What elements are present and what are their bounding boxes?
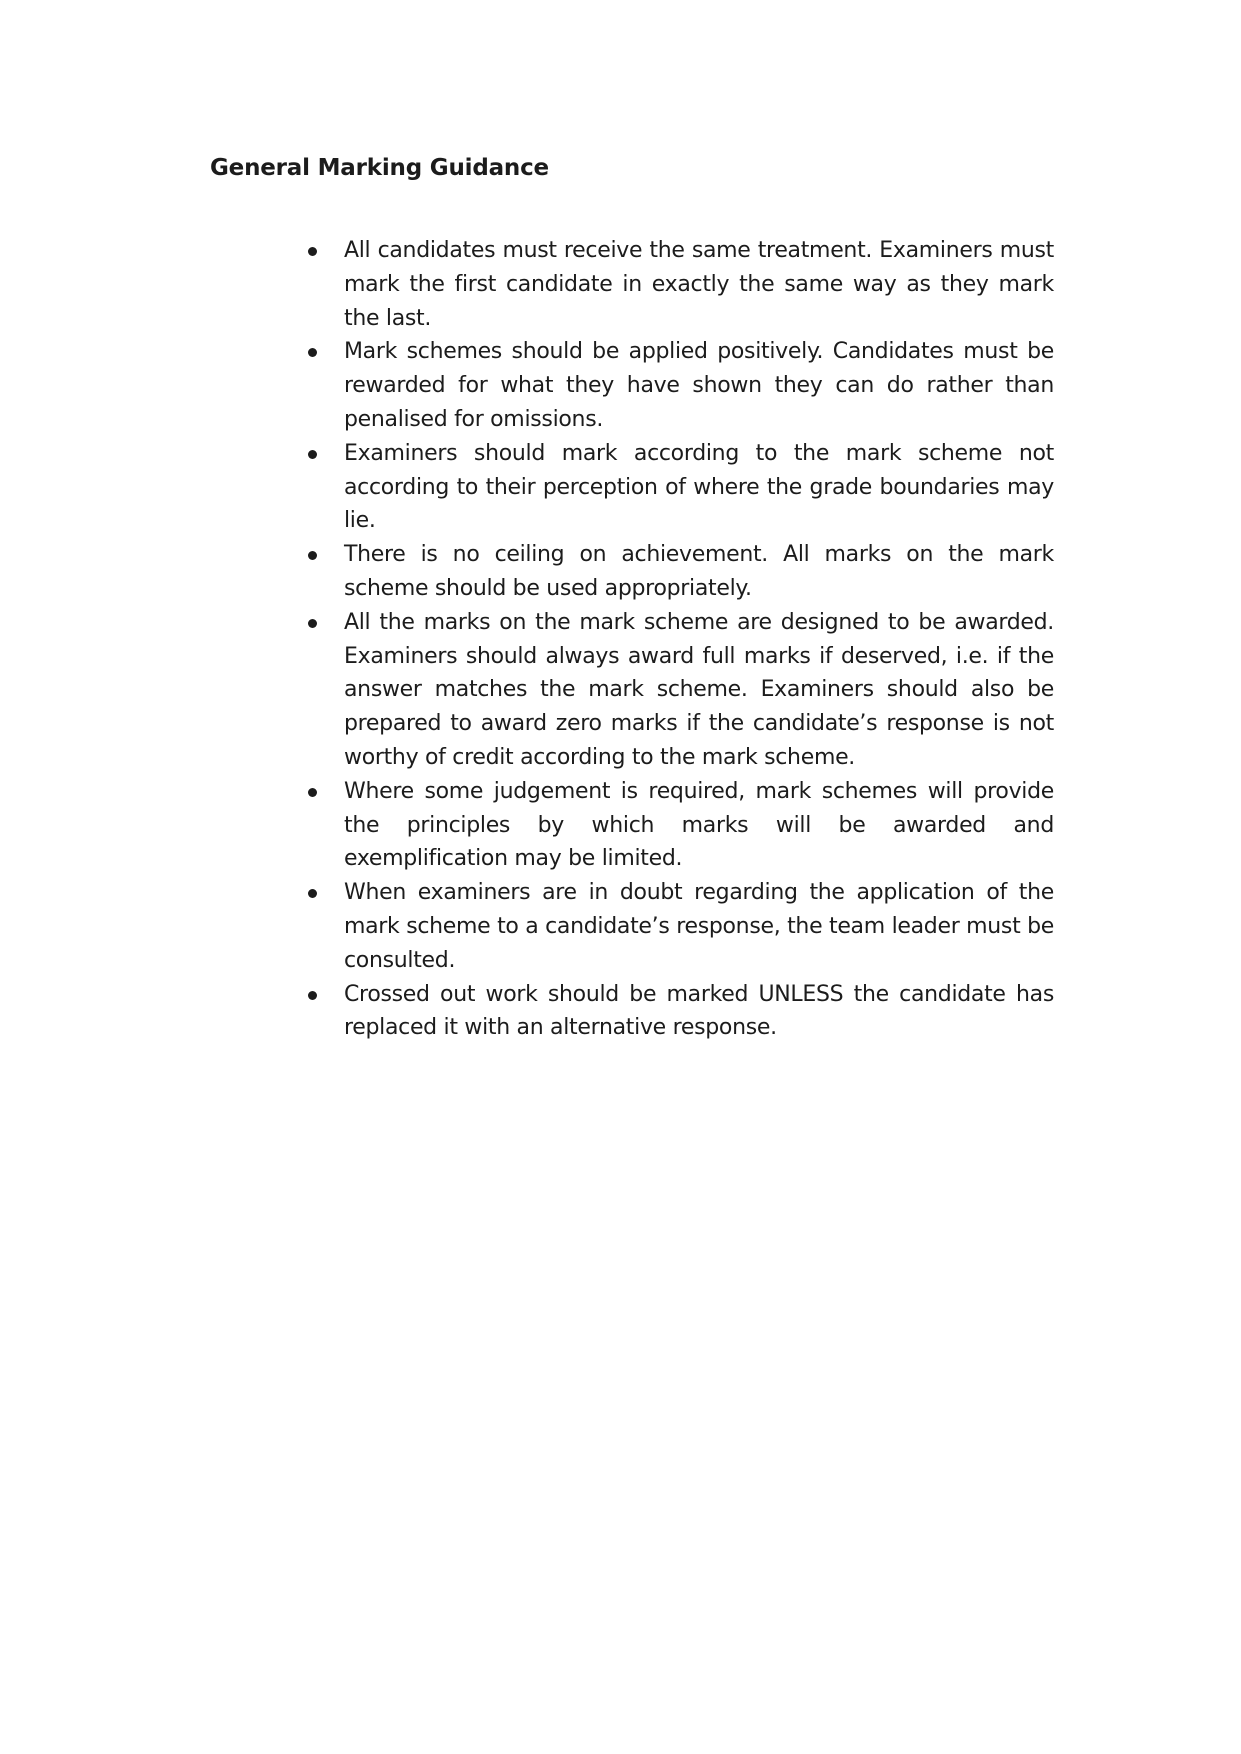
section-heading: General Marking Guidance	[210, 155, 549, 181]
list-item-text: Crossed out work should be marked UNLESS the candidate has replaced it with an alternative response.	[344, 981, 1054, 1041]
bullet-icon	[308, 619, 317, 628]
list-item-text: All the marks on the mark scheme are designed to be awarded. Examiners should always award full marks if deserved, i.e. if the answer matches the mark scheme. Examiners should also be prepared to award zero marks if the candidate’s response is not worthy of credit according to the mark scheme.	[344, 609, 1054, 770]
list-item	[344, 775, 1054, 876]
list-item-text: All candidates must receive the same treatment. Examiners must mark the first candidate in exactly the same way as they mark the last.	[344, 238, 1054, 331]
list-item	[344, 978, 1054, 1046]
list-item-text: Examiners should mark according to the mark scheme not according to their perception of where the grade boundaries may lie.	[344, 440, 1054, 534]
list-item-text: Where some judgement is required, mark schemes will provide the principles by which marks will be awarded and exemplification may be limited.	[344, 778, 1054, 872]
bullet-icon	[308, 991, 317, 1000]
list-item	[344, 335, 1054, 436]
bullet-icon	[308, 889, 317, 898]
list-item-text: Mark schemes should be applied positively. Candidates must be rewarded for what they have shown they can do rather than penalised for omissions.	[344, 339, 1054, 432]
guidance-list	[344, 234, 1054, 1045]
list-item	[344, 234, 1054, 335]
bullet-icon	[308, 247, 317, 256]
list-item	[344, 437, 1054, 538]
list-item	[344, 876, 1054, 977]
bullet-icon	[308, 450, 317, 459]
bullet-icon	[308, 551, 317, 560]
list-item	[344, 606, 1054, 775]
bullet-icon	[308, 788, 317, 797]
list-item-text: When examiners are in doubt regarding the application of the mark scheme to a candidate’s response, the team leader must be consulted.	[344, 880, 1054, 973]
list-item	[344, 538, 1054, 606]
list-item-text: There is no ceiling on achievement. All marks on the mark scheme should be used appropriately.	[344, 542, 1054, 601]
bullet-icon	[308, 348, 317, 357]
